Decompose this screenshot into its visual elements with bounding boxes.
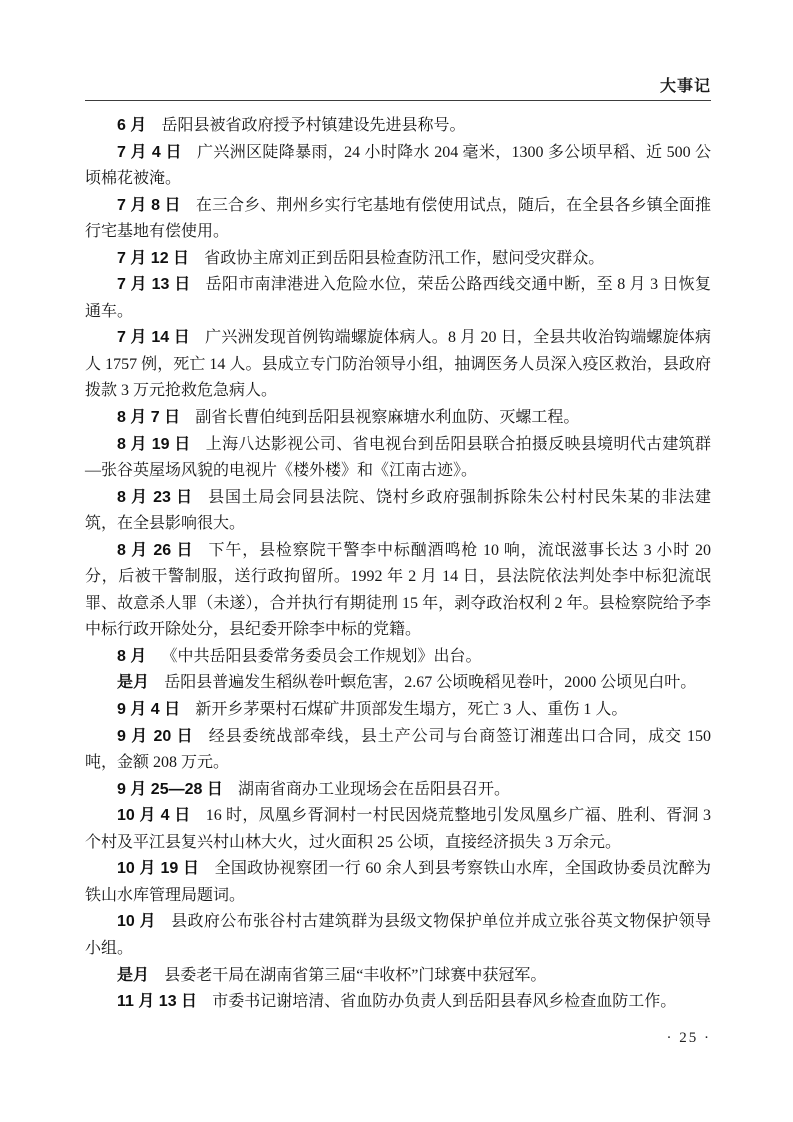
entry-text: 上海八达影视公司、省电视台到岳阳县联合拍摄反映县境明代古建筑群—张谷英屋场风貌的电视片《楼外楼》和《江南古迹》。 (85, 435, 711, 480)
chronicle-entry (85, 325, 711, 405)
page-number: · 25 · (666, 1030, 711, 1046)
chronicle-entry (85, 140, 711, 193)
entry-date: 10 月 (117, 913, 156, 931)
entry-date: 是月 (117, 674, 150, 692)
entry-text: 全国政协视察团一行 60 余人到县考察铁山水库，全国政协委员沈醉为铁山水库管理局题词。 (85, 860, 711, 904)
chronicle-entry (85, 803, 711, 856)
entry-date: 6 月 (117, 117, 147, 134)
header-rule (85, 100, 711, 101)
entry-text: 《中共岳阳县委常务委员会工作规划》出台。 (161, 647, 482, 665)
chronicle-entry (85, 644, 711, 671)
entry-date: 10 月 19 日 (117, 860, 200, 878)
entry-text: 广兴洲发现首例钩端螺旋体病人。8 月 20 日，全县共收治钩端螺旋体病人 1757 例，死亡 14 人。县成立专门防治领导小组，抽调医务人员深入疫区救治，县政府拨款 3 万元抢救危急病人。 (85, 329, 711, 400)
entry-date: 11 月 13 日 (117, 993, 198, 1011)
entries-container (85, 113, 711, 1016)
entry-date: 8 月 7 日 (117, 409, 181, 427)
chronicle-entry (85, 697, 711, 724)
entry-text: 县国土局会同县法院、饶村乡政府强制拆除朱公村村民朱某的非法建筑，在全县影响很大。 (85, 488, 711, 533)
entry-date: 7 月 13 日 (117, 276, 191, 294)
chronicle-entry (85, 670, 711, 697)
chronicle-entry (85, 989, 711, 1016)
chronicle-entry (85, 485, 711, 538)
running-head-title: 大事记 (659, 78, 711, 95)
entry-text: 副省长曹伯纯到岳阳县视察麻塘水利血防、灭螺工程。 (195, 409, 580, 427)
chronicle-entry (85, 113, 711, 140)
chronicle-entry (85, 538, 711, 644)
entry-date: 7 月 14 日 (117, 329, 190, 347)
entry-text: 经县委统战部牵线，县土产公司与台商签订湘莲出口合同，成交 150 吨，金额 208 万元。 (85, 727, 711, 772)
entry-date: 9 月 4 日 (117, 701, 181, 719)
entry-text: 岳阳县被省政府授予村镇建设先进县称号。 (161, 117, 466, 134)
entry-text: 在三合乡、荆州乡实行宅基地有偿使用试点，随后，在全县各乡镇全面推行宅基地有偿使用。 (85, 196, 711, 241)
chronicle-entry (85, 432, 711, 485)
entry-text: 岳阳县普遍发生稻纵卷叶螟危害，2.67 公顷晚稻见卷叶，2000 公顷见白叶。 (164, 674, 697, 692)
entry-date: 是月 (117, 966, 150, 984)
entry-text: 岳阳市南津港进入危险水位，荣岳公路西线交通中断，至 8 月 3 日恢复通车。 (85, 276, 711, 320)
entry-text: 县委老干局在湖南省第三届“丰收杯”门球赛中获冠军。 (164, 966, 547, 984)
chronicle-entry (85, 963, 711, 990)
chronicle-entry (85, 272, 711, 325)
entry-date: 8 月 (117, 647, 147, 665)
entry-text: 新开乡茅栗村石煤矿井顶部发生塌方，死亡 3 人、重伤 1 人。 (195, 701, 628, 719)
chronicle-entry (85, 405, 711, 432)
entry-date: 8 月 26 日 (117, 541, 194, 559)
chronicle-entry (85, 856, 711, 909)
chronicle-entry (85, 193, 711, 246)
entry-date: 7 月 8 日 (117, 196, 181, 214)
entry-date: 8 月 19 日 (117, 435, 191, 453)
entry-text: 湖南省商办工业现场会在岳阳县召开。 (238, 780, 511, 798)
entry-date: 8 月 23 日 (117, 488, 193, 506)
entry-text: 广兴洲区陡降暴雨，24 小时降水 204 毫米，1300 多公顷早稻、近 500 公顷棉花被淹。 (85, 143, 711, 188)
entry-text: 县政府公布张谷村古建筑群为县级文物保护单位并成立张谷英文物保护领导小组。 (85, 913, 711, 957)
entry-text: 16 时，凤凰乡胥洞村一村民因烧荒整地引发凤凰乡广福、胜利、胥洞 3 个村及平江县复兴村山林大火，过火面积 25 公顷，直接经济损失 3 万余元。 (85, 807, 711, 851)
chronicle-entry (85, 909, 711, 962)
entry-text: 省政协主席刘正到岳阳县检查防汛工作，慰问受灾群众。 (204, 249, 605, 267)
chronicle-entry (85, 777, 711, 804)
entry-date: 9 月 25—28 日 (117, 780, 223, 798)
entry-date: 7 月 12 日 (117, 249, 190, 267)
entry-text: 市委书记谢培清、省血防办负责人到岳阳县春风乡检查血防工作。 (212, 993, 677, 1011)
entry-date: 10 月 4 日 (117, 807, 191, 825)
entry-text: 下午，县检察院干警李中标酗酒鸣枪 10 响，流氓滋事长达 3 小时 20 分，后被干警制服，送行政拘留所。1992 年 2 月 14 日，县法院依法判处李中标犯流氓罪、故意杀人罪（未遂），合并执行有期徒刑 15 年，剥夺政治权利 2 年。县检察院给予李中标行政开除处分，县纪委开除李中标的党籍。 (85, 541, 711, 639)
entry-date: 7 月 4 日 (117, 143, 182, 161)
chronicle-entry (85, 724, 711, 777)
entry-date: 9 月 20 日 (117, 727, 194, 745)
chronicle-entry (85, 246, 711, 273)
